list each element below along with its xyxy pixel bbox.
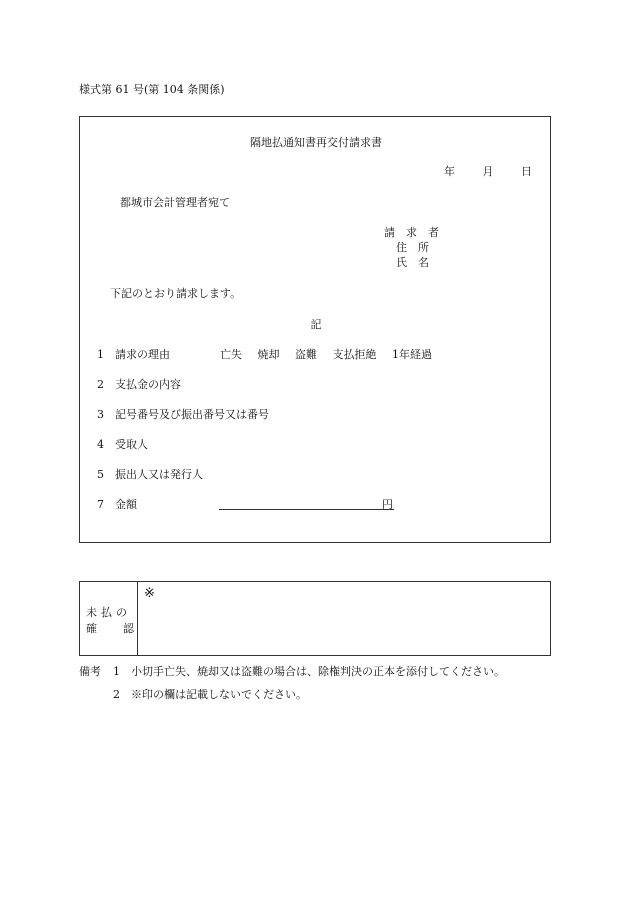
item-label: 受取人 [115,438,148,451]
item-serial-number [97,406,269,422]
reason-options [220,346,444,362]
form-number: 様式第 61 号(第 104 条関係) [79,83,225,96]
date-month: 月 [482,165,494,178]
item-reason [97,346,170,362]
amount-underline[interactable] [219,509,394,510]
form-title: 隔地払通知書再交付請求書 [250,136,382,149]
item-label: 支払金の内容 [115,378,181,391]
date-line [444,163,532,179]
notes-label: 備考 [79,665,101,678]
reason-option: 支払拒絶 [332,348,377,361]
item-label: 振出人又は発行人 [115,468,203,481]
confirm-label-char: 認 [123,622,138,635]
intro-text: 下記のとおり請求します。 [110,287,242,300]
item-number: 1 [97,348,104,361]
reason-option: 焼却 [257,348,280,361]
note-item: 2 ※印の欄は記載しないでください。 [113,688,307,701]
ki-heading: 記 [310,318,322,331]
item-number: 3 [97,408,104,421]
item-recipient [97,436,148,452]
item-label: 請求の理由 [115,348,170,361]
item-amount [97,496,137,512]
office-use-mark: ※ [144,586,155,601]
confirm-label-line1: 未払の [86,606,131,619]
request-form-box [79,116,551,543]
reason-option: 盗難 [295,348,317,361]
reason-option: 1年経過 [392,348,432,361]
requester-block [384,225,439,270]
requester-name-label: 氏 名 [396,256,429,269]
note-item: 1 小切手亡失、焼却又は盗難の場合は、除権判決の正本を添付してください。 [113,665,505,678]
item-number: 4 [97,438,104,451]
item-number: 7 [97,498,104,511]
requester-label: 請 求 者 [384,226,439,239]
confirmation-label-cell [80,582,138,655]
date-day: 日 [521,165,532,178]
amount-unit: 円 [382,498,393,511]
item-number: 5 [97,468,104,481]
confirm-label-char: 確 [86,622,101,635]
item-issuer [97,466,203,482]
addressee: 都城市会計管理者宛て [120,196,230,209]
item-label: 記号番号及び振出番号又は番号 [115,408,269,421]
requester-address-label: 住 所 [396,241,429,254]
confirm-label-line2 [86,620,138,636]
unpaid-confirmation-box [79,581,551,656]
date-year: 年 [444,165,455,178]
item-number: 2 [97,378,104,391]
reason-option: 亡失 [220,348,242,361]
item-label: 金額 [115,498,137,511]
item-payment-content [97,376,181,392]
